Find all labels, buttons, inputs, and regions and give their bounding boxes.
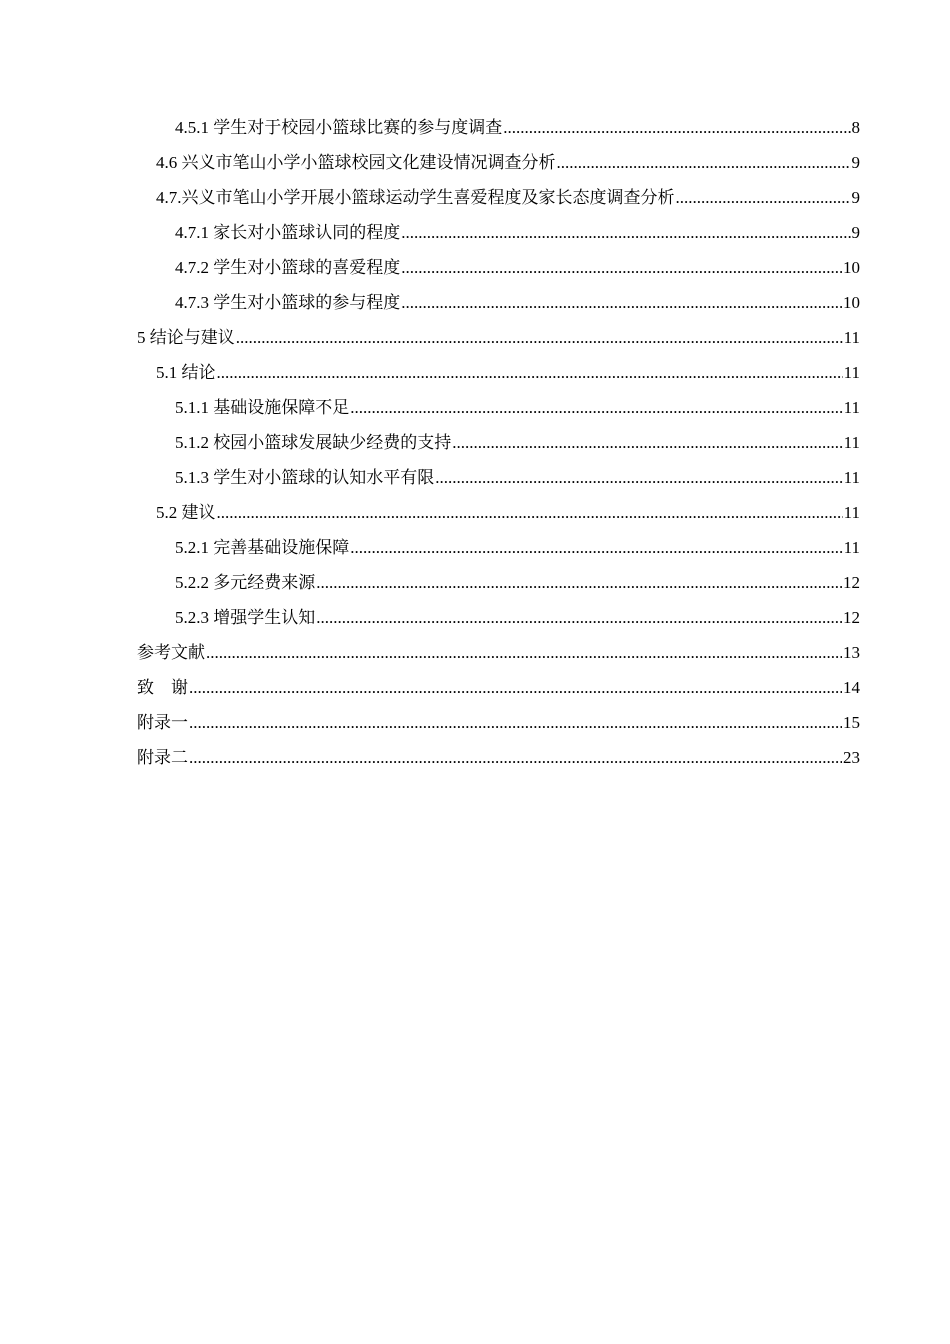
toc-entry[interactable] — [137, 604, 860, 639]
toc-dot-leader — [189, 709, 842, 737]
toc-entry-page: 14 — [843, 678, 860, 697]
toc-dot-leader — [401, 219, 850, 247]
toc-entry-title: 4.7.2 学生对小篮球的喜爱程度 — [175, 258, 401, 277]
toc-entry[interactable] — [137, 114, 860, 149]
toc-dot-leader — [206, 639, 842, 667]
toc-entry-title: 4.7.兴义市笔山小学开展小篮球运动学生喜爱程度及家长态度调查分析 — [156, 188, 675, 207]
toc-entry-title: 4.7.3 学生对小篮球的参与程度 — [175, 293, 401, 312]
toc-entry-page: 11 — [843, 433, 860, 452]
toc-dot-leader — [401, 254, 842, 282]
toc-entry-title: 5.1.2 校园小篮球发展缺少经费的支持 — [175, 433, 452, 452]
toc-entry[interactable] — [137, 674, 860, 709]
toc-entry-page: 15 — [843, 713, 860, 732]
toc-entry[interactable] — [137, 499, 860, 534]
toc-entry-title: 5.2.3 增强学生认知 — [175, 608, 316, 627]
toc-entry-title: 5.2.1 完善基础设施保障 — [175, 538, 350, 557]
toc-entry-page: 8 — [851, 118, 860, 137]
toc-dot-leader — [452, 429, 842, 457]
table-of-contents — [137, 114, 860, 779]
toc-entry[interactable] — [137, 744, 860, 779]
toc-entry-page: 11 — [843, 538, 860, 557]
toc-dot-leader — [236, 324, 843, 352]
toc-entry-title: 4.5.1 学生对于校园小篮球比赛的参与度调查 — [175, 118, 503, 137]
toc-entry-title: 5.1.1 基础设施保障不足 — [175, 398, 350, 417]
toc-dot-leader — [435, 464, 842, 492]
toc-entry-page: 11 — [843, 468, 860, 487]
toc-entry-page: 11 — [843, 328, 860, 347]
toc-dot-leader — [189, 744, 842, 772]
toc-entry[interactable] — [137, 464, 860, 499]
toc-entry-title: 致 谢 — [137, 678, 188, 697]
toc-entry-page: 10 — [843, 258, 860, 277]
toc-entry[interactable] — [137, 359, 860, 394]
toc-entry-title: 5.1 结论 — [156, 363, 216, 382]
toc-entry-page: 10 — [843, 293, 860, 312]
toc-dot-leader — [401, 289, 842, 317]
toc-dot-leader — [316, 604, 842, 632]
toc-dot-leader — [189, 674, 842, 702]
toc-entry-page: 11 — [843, 363, 860, 382]
toc-entry-title: 4.7.1 家长对小篮球认同的程度 — [175, 223, 401, 242]
toc-entry[interactable] — [137, 289, 860, 324]
toc-entry-title: 附录二 — [137, 748, 188, 767]
toc-entry[interactable] — [137, 324, 860, 359]
toc-entry[interactable] — [137, 394, 860, 429]
toc-entry-title: 参考文献 — [137, 643, 205, 662]
toc-entry-title: 5 结论与建议 — [137, 328, 235, 347]
toc-dot-leader — [557, 149, 851, 177]
toc-entry-page: 12 — [843, 573, 860, 592]
toc-entry[interactable] — [137, 639, 860, 674]
toc-entry-page: 9 — [851, 188, 860, 207]
toc-entry-page: 23 — [843, 748, 860, 767]
toc-dot-leader — [350, 534, 842, 562]
toc-entry-page: 11 — [843, 398, 860, 417]
toc-dot-leader — [503, 114, 850, 142]
toc-entry-page: 13 — [843, 643, 860, 662]
toc-dot-leader — [316, 569, 842, 597]
toc-entry[interactable] — [137, 709, 860, 744]
toc-entry[interactable] — [137, 429, 860, 464]
toc-entry-page: 9 — [851, 153, 860, 172]
toc-dot-leader — [217, 359, 843, 387]
toc-entry-page: 11 — [843, 503, 860, 522]
toc-entry[interactable] — [137, 254, 860, 289]
toc-entry[interactable] — [137, 184, 860, 219]
toc-entry-page: 12 — [843, 608, 860, 627]
toc-entry[interactable] — [137, 219, 860, 254]
toc-entry-title: 5.2 建议 — [156, 503, 216, 522]
toc-entry[interactable] — [137, 569, 860, 604]
toc-dot-leader — [676, 184, 851, 212]
toc-entry[interactable] — [137, 149, 860, 184]
toc-entry-page: 9 — [851, 223, 860, 242]
toc-entry-title: 4.6 兴义市笔山小学小篮球校园文化建设情况调查分析 — [156, 153, 556, 172]
toc-entry[interactable] — [137, 534, 860, 569]
toc-dot-leader — [350, 394, 842, 422]
toc-entry-title: 5.1.3 学生对小篮球的认知水平有限 — [175, 468, 435, 487]
toc-entry-title: 附录一 — [137, 713, 188, 732]
toc-entry-title: 5.2.2 多元经费来源 — [175, 573, 316, 592]
toc-dot-leader — [217, 499, 843, 527]
